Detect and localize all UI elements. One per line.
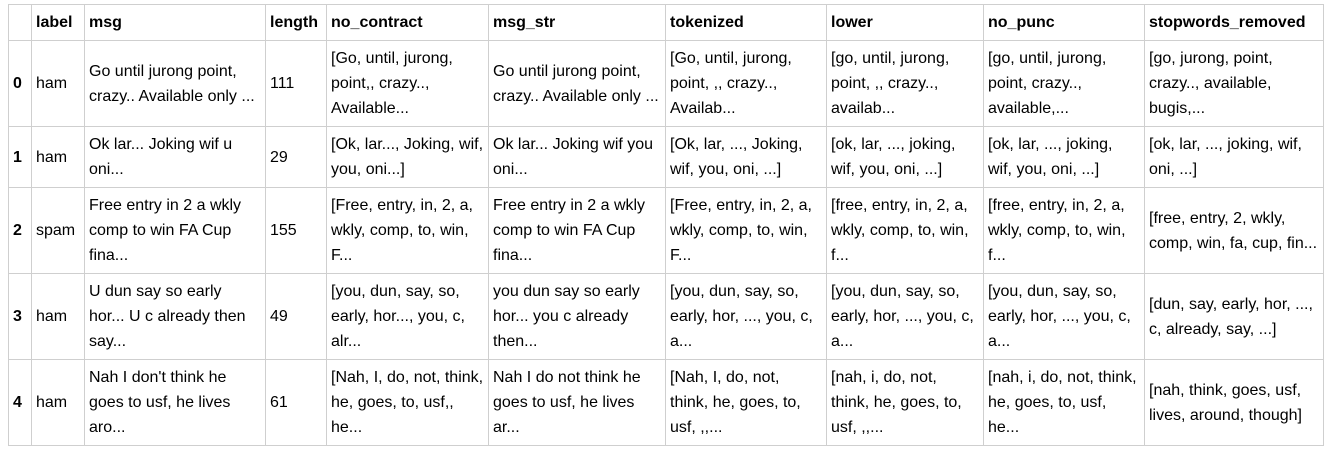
cell-length: 61 — [266, 360, 327, 446]
cell-stopwords-removed: [go, jurong, point, crazy.., available, bugis,... — [1145, 41, 1324, 127]
cell-no-contract: [Go, until, jurong, point,, crazy.., Available... — [327, 41, 489, 127]
cell-no-contract: [you, dun, say, so, early, hor..., you, c, alr... — [327, 274, 489, 360]
row-index: 2 — [9, 188, 32, 274]
cell-stopwords-removed: [nah, think, goes, usf, lives, around, though] — [1145, 360, 1324, 446]
cell-tokenized: [Free, entry, in, 2, a, wkly, comp, to, win, F... — [666, 188, 827, 274]
row-index: 1 — [9, 127, 32, 188]
cell-no-punc: [you, dun, say, so, early, hor, ..., you, c, a... — [984, 274, 1145, 360]
table-row — [9, 360, 1324, 446]
cell-label: ham — [32, 360, 85, 446]
cell-label: spam — [32, 188, 85, 274]
cell-no-contract: [Free, entry, in, 2, a, wkly, comp, to, win, F... — [327, 188, 489, 274]
cell-msg-str: Go until jurong point, crazy.. Available only ... — [489, 41, 666, 127]
cell-msg: Ok lar... Joking wif u oni... — [85, 127, 266, 188]
column-header-no-punc: no_punc — [984, 5, 1145, 41]
table-row — [9, 127, 1324, 188]
table-row — [9, 188, 1324, 274]
cell-msg-str: Free entry in 2 a wkly comp to win FA Cup fina... — [489, 188, 666, 274]
header-row — [9, 5, 1324, 41]
cell-length: 155 — [266, 188, 327, 274]
column-header-tokenized: tokenized — [666, 5, 827, 41]
cell-no-punc: [free, entry, in, 2, a, wkly, comp, to, win, f... — [984, 188, 1145, 274]
cell-stopwords-removed: [free, entry, 2, wkly, comp, win, fa, cup, fin... — [1145, 188, 1324, 274]
cell-msg: Go until jurong point, crazy.. Available only ... — [85, 41, 266, 127]
column-header-msg-str: msg_str — [489, 5, 666, 41]
column-header-label: label — [32, 5, 85, 41]
cell-msg-str: Nah I do not think he goes to usf, he lives ar... — [489, 360, 666, 446]
cell-msg-str: Ok lar... Joking wif you oni... — [489, 127, 666, 188]
cell-msg-str: you dun say so early hor... you c already then... — [489, 274, 666, 360]
cell-length: 49 — [266, 274, 327, 360]
cell-lower: [nah, i, do, not, think, he, goes, to, usf, ,,... — [827, 360, 984, 446]
cell-no-punc: [go, until, jurong, point, crazy.., available,... — [984, 41, 1145, 127]
cell-lower: [free, entry, in, 2, a, wkly, comp, to, win, f... — [827, 188, 984, 274]
column-header-no-contract: no_contract — [327, 5, 489, 41]
index-header — [9, 5, 32, 41]
table-row — [9, 274, 1324, 360]
column-header-length: length — [266, 5, 327, 41]
cell-tokenized: [Ok, lar, ..., Joking, wif, you, oni, ...] — [666, 127, 827, 188]
cell-msg: Nah I don't think he goes to usf, he lives aro... — [85, 360, 266, 446]
row-index: 3 — [9, 274, 32, 360]
cell-tokenized: [Go, until, jurong, point, ,, crazy.., Availab... — [666, 41, 827, 127]
cell-label: ham — [32, 127, 85, 188]
cell-lower: [ok, lar, ..., joking, wif, you, oni, ...] — [827, 127, 984, 188]
cell-no-punc: [nah, i, do, not, think, he, goes, to, usf, he... — [984, 360, 1145, 446]
column-header-stopwords-removed: stopwords_removed — [1145, 5, 1324, 41]
column-header-lower: lower — [827, 5, 984, 41]
cell-lower: [you, dun, say, so, early, hor, ..., you, c, a... — [827, 274, 984, 360]
cell-no-contract: [Ok, lar..., Joking, wif, you, oni...] — [327, 127, 489, 188]
cell-label: ham — [32, 41, 85, 127]
cell-msg: U dun say so early hor... U c already then say... — [85, 274, 266, 360]
cell-no-contract: [Nah, I, do, not, think, he, goes, to, usf,, he... — [327, 360, 489, 446]
row-index: 4 — [9, 360, 32, 446]
cell-no-punc: [ok, lar, ..., joking, wif, you, oni, ...] — [984, 127, 1145, 188]
cell-label: ham — [32, 274, 85, 360]
cell-stopwords-removed: [dun, say, early, hor, ..., c, already, say, ...] — [1145, 274, 1324, 360]
cell-stopwords-removed: [ok, lar, ..., joking, wif, oni, ...] — [1145, 127, 1324, 188]
column-header-msg: msg — [85, 5, 266, 41]
cell-length: 111 — [266, 41, 327, 127]
cell-tokenized: [Nah, I, do, not, think, he, goes, to, usf, ,,... — [666, 360, 827, 446]
cell-length: 29 — [266, 127, 327, 188]
cell-tokenized: [you, dun, say, so, early, hor, ..., you, c, a... — [666, 274, 827, 360]
table-row — [9, 41, 1324, 127]
cell-msg: Free entry in 2 a wkly comp to win FA Cup fina... — [85, 188, 266, 274]
cell-lower: [go, until, jurong, point, ,, crazy.., availab... — [827, 41, 984, 127]
dataframe-table — [8, 4, 1324, 446]
row-index: 0 — [9, 41, 32, 127]
